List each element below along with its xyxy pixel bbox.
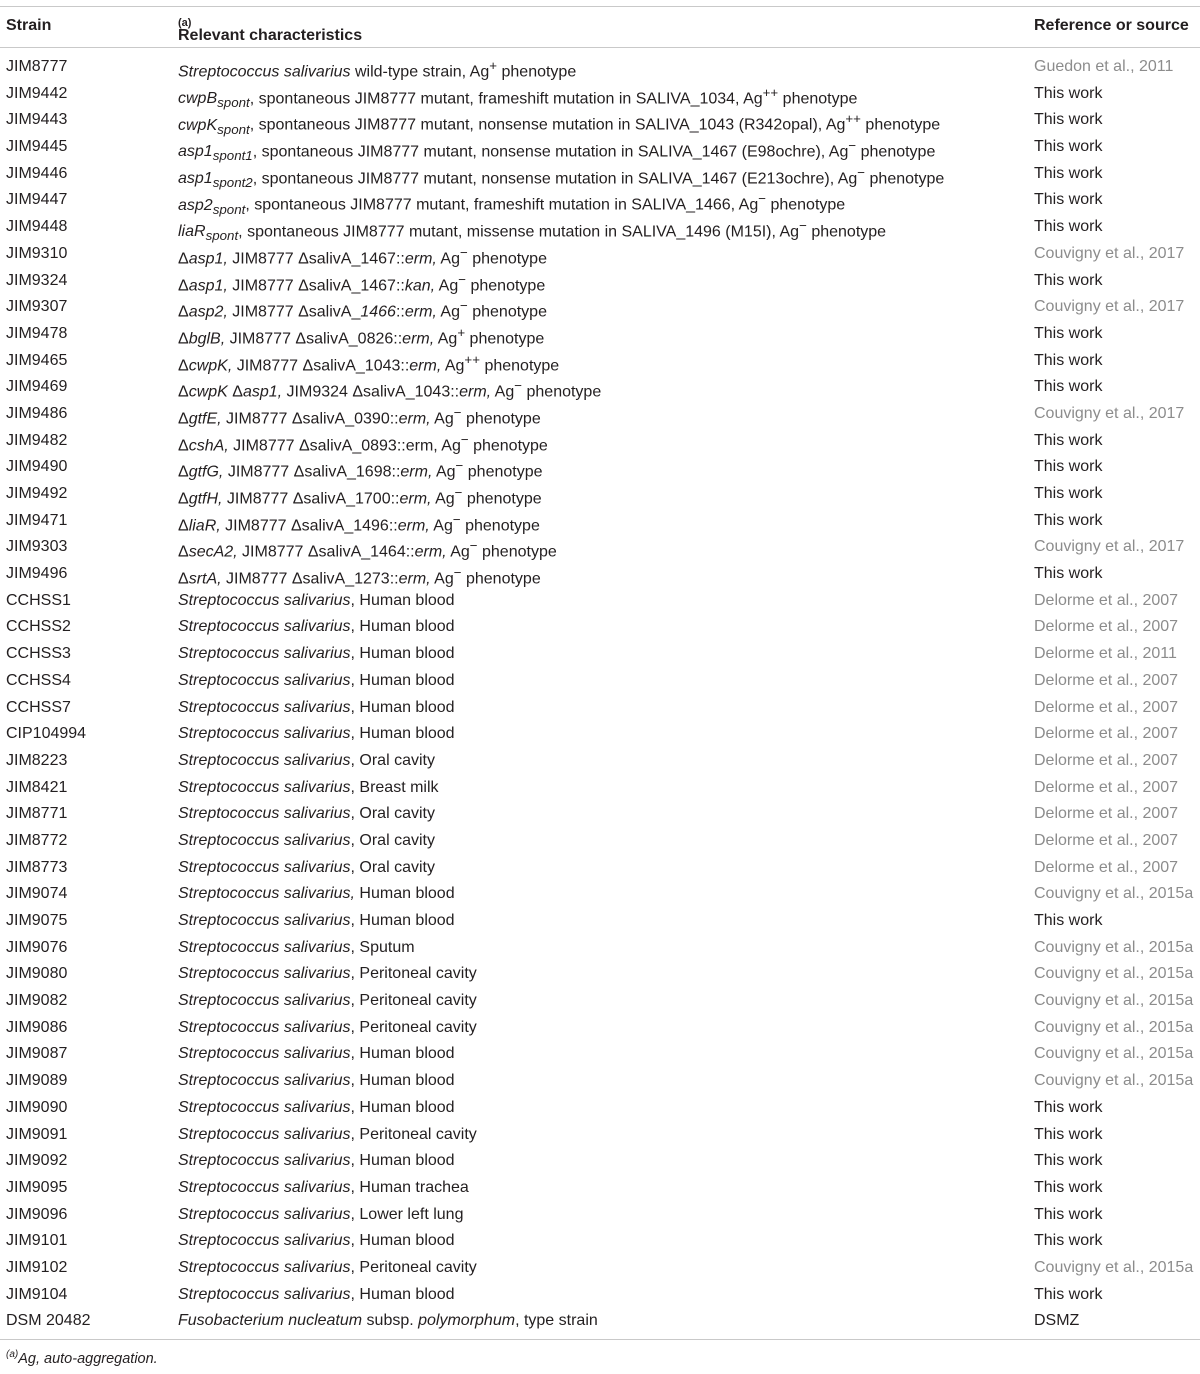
- table-row: [0, 828, 1200, 855]
- cell-strain: JIM9087: [6, 1045, 68, 1063]
- cell-reference: This work: [1034, 458, 1103, 476]
- cell-strain: CCHSS2: [6, 618, 71, 636]
- cell-strain: JIM9496: [6, 565, 68, 583]
- cell-strain: JIM9478: [6, 324, 68, 342]
- cell-strain: JIM9091: [6, 1125, 68, 1143]
- cell-reference: This work: [1034, 511, 1103, 529]
- cell-strain: JIM9486: [6, 404, 68, 422]
- cell-characteristics: Streptococcus salivarius, Breast milk: [178, 778, 439, 796]
- table-row: [0, 855, 1200, 882]
- cell-strain: CCHSS3: [6, 645, 71, 663]
- table-header: [0, 7, 1200, 48]
- table-row: [0, 1068, 1200, 1095]
- cell-strain: JIM9447: [6, 191, 68, 209]
- table-row: [0, 1228, 1200, 1255]
- table-row: [0, 641, 1200, 668]
- cell-strain: JIM8771: [6, 805, 68, 823]
- cell-strain: JIM9089: [6, 1072, 68, 1090]
- table-row: [0, 1255, 1200, 1282]
- cell-strain: JIM8772: [6, 831, 68, 849]
- cell-characteristics: cwpK$_{spont}$, spontaneous JIM8777 mutant, nonsense mutation in SALIVA_1043 (R342opal), Ag++ phenotype: [178, 111, 941, 137]
- table-row: [0, 961, 1200, 988]
- table-row: [0, 1148, 1200, 1175]
- cell-characteristics: Streptococcus salivarius, Human blood: [178, 1072, 455, 1090]
- cell-strain: JIM9090: [6, 1098, 68, 1116]
- cell-strain: JIM9096: [6, 1205, 68, 1223]
- table-row: [0, 1308, 1200, 1335]
- cell-reference: Delorme et al., 2011: [1034, 645, 1177, 663]
- cell-strain: JIM9092: [6, 1152, 68, 1170]
- cell-strain: JIM8223: [6, 751, 68, 769]
- cell-characteristics: Streptococcus salivarius, Human blood: [178, 645, 455, 663]
- cell-reference: Delorme et al., 2007: [1034, 778, 1179, 796]
- cell-characteristics: Streptococcus salivarius, Human blood: [178, 1098, 455, 1116]
- cell-characteristics: ΔgtfG, JIM8777 ΔsalivA_1698::erm, Ag− phenotype: [178, 458, 543, 481]
- cell-reference: Couvigny et al., 2015a: [1034, 1045, 1194, 1063]
- cell-characteristics: Fusobacterium nucleatum subsp. polymorphum, type strain: [178, 1312, 598, 1330]
- table-row: [0, 881, 1200, 908]
- cell-characteristics: ΔsrtA, JIM8777 ΔsalivA_1273::erm, Ag− phenotype: [178, 565, 541, 588]
- cell-strain: JIM9101: [6, 1232, 68, 1250]
- cell-reference: This work: [1034, 565, 1103, 583]
- cell-characteristics: ΔcwpK, JIM8777 ΔsalivA_1043::erm, Ag++ phenotype: [178, 351, 560, 374]
- cell-strain: JIM9442: [6, 84, 68, 102]
- table-row: [0, 241, 1200, 268]
- table-row: [0, 721, 1200, 748]
- header-characteristics: Relevant characteristics $^{(a)}$: [178, 17, 363, 44]
- cell-reference: This work: [1034, 324, 1103, 342]
- cell-characteristics: $asp2_{spont}$, spontaneous JIM8777 mutant, frameshift mutation in SALIVA_1466, Ag− phenotype: [178, 191, 846, 217]
- cell-characteristics: Streptococcus salivarius, Human blood: [178, 1285, 455, 1303]
- cell-strain: JIM9492: [6, 485, 68, 502]
- table-row: [0, 187, 1200, 217]
- table-row: [0, 454, 1200, 481]
- table-row: [0, 1015, 1200, 1042]
- cell-reference: This work: [1034, 111, 1103, 129]
- cell-characteristics: Streptococcus salivarius, Peritoneal cavity: [178, 965, 477, 983]
- cell-reference: Delorme et al., 2007: [1034, 671, 1179, 689]
- cell-characteristics: Streptococcus salivarius, Human blood: [178, 1232, 455, 1250]
- cell-reference: Delorme et al., 2007: [1034, 618, 1179, 636]
- table-row: [0, 294, 1200, 321]
- table-row: [0, 1122, 1200, 1149]
- cell-strain: JIM9471: [6, 511, 68, 529]
- header-reference: Reference or source: [1034, 17, 1189, 34]
- cell-reference: This work: [1034, 912, 1103, 929]
- cell-characteristics: liaR$_{spont}$, spontaneous JIM8777 mutant, missense mutation in SALIVA_1496 (M15I), Ag− phenotype: [178, 218, 887, 244]
- cell-strain: JIM9076: [6, 938, 68, 956]
- header-footnote-mark: (a): [178, 17, 192, 29]
- cell-strain: CCHSS1: [6, 591, 71, 609]
- cell-characteristics: Streptococcus salivarius, Human trachea: [178, 1178, 469, 1196]
- table-row: [0, 695, 1200, 722]
- cell-strain: JIM8777: [6, 58, 68, 75]
- cell-strain: JIM8421: [6, 778, 68, 796]
- cell-strain: JIM9082: [6, 992, 68, 1010]
- table-row: [0, 508, 1200, 535]
- cell-reference: This work: [1034, 378, 1103, 396]
- cell-strain: JIM9104: [6, 1285, 68, 1303]
- cell-reference: This work: [1034, 138, 1103, 156]
- cell-characteristics: Streptococcus salivarius, Oral cavity: [178, 805, 435, 823]
- cell-characteristics: ΔcwpK Δasp1, JIM9324 ΔsalivA_1043::erm, Ag− phenotype: [178, 378, 602, 401]
- cell-characteristics: $asp1_{spont2}$, spontaneous JIM8777 mutant, nonsense mutation in SALIVA_1467 (E213ochre), Ag− phenotype: [178, 164, 945, 191]
- table-row: [0, 1282, 1200, 1309]
- cell-characteristics: Streptococcus salivarius, Lower left lung: [178, 1205, 464, 1223]
- cell-strain: JIM9095: [6, 1178, 68, 1196]
- table-row: [0, 1041, 1200, 1068]
- cell-characteristics: ΔsecA2, JIM8777 ΔsalivA_1464::erm, Ag− phenotype: [178, 538, 557, 561]
- table-row: [0, 748, 1200, 775]
- cell-strain: JIM9469: [6, 378, 68, 396]
- cell-strain: JIM9310: [6, 244, 68, 262]
- cell-characteristics: Streptococcus salivarius, Human blood: [178, 885, 455, 903]
- cell-strain: JIM8773: [6, 858, 68, 876]
- cell-characteristics: Streptococcus salivarius, Human blood: [178, 698, 455, 716]
- cell-characteristics: ΔbglB, JIM8777 ΔsalivA_0826::erm, Ag+ phenotype: [178, 324, 545, 348]
- cell-characteristics: Streptococcus salivarius, Human blood: [178, 618, 455, 636]
- table-row: [0, 988, 1200, 1015]
- cell-reference: Couvigny et al., 2015a: [1034, 885, 1194, 903]
- cell-characteristics: Streptococcus salivarius, Peritoneal cavity: [178, 1258, 477, 1276]
- table-bottom-rule: [0, 1339, 1200, 1340]
- cell-characteristics: $asp1_{spont1}$, spontaneous JIM8777 mutant, nonsense mutation in SALIVA_1467 (E98ochre), Ag− phenotype: [178, 138, 936, 164]
- table-row: [0, 348, 1200, 375]
- cell-reference: Couvigny et al., 2017: [1034, 298, 1185, 316]
- cell-strain: JIM9075: [6, 912, 68, 929]
- cell-reference: Couvigny et al., 2015a: [1034, 965, 1194, 983]
- cell-characteristics: Streptococcus salivarius, Oral cavity: [178, 751, 435, 769]
- cell-reference: This work: [1034, 351, 1103, 369]
- table-row: [0, 668, 1200, 695]
- cell-strain: DSM 20482: [6, 1312, 91, 1330]
- cell-reference: This work: [1034, 1178, 1103, 1196]
- cell-strain: JIM9074: [6, 885, 68, 903]
- table-row: [0, 134, 1200, 164]
- table-row: [0, 428, 1200, 455]
- cell-reference: DSMZ: [1034, 1312, 1080, 1330]
- header-strain: Strain: [6, 17, 52, 34]
- cell-characteristics: Streptococcus salivarius, Human blood: [178, 1152, 455, 1170]
- cell-characteristics: Streptococcus salivarius, Peritoneal cavity: [178, 1018, 477, 1036]
- cell-strain: CCHSS7: [6, 698, 71, 716]
- table-row: [0, 1202, 1200, 1229]
- cell-reference: This work: [1034, 1232, 1103, 1250]
- table-body: [0, 48, 1200, 1335]
- footnote-text: Ag, auto-aggregation.: [18, 1350, 158, 1367]
- cell-characteristics: Streptococcus salivarius, Peritoneal cavity: [178, 1125, 477, 1143]
- table-row: [0, 534, 1200, 561]
- cell-characteristics: Streptococcus salivarius, Human blood: [178, 591, 455, 609]
- cell-characteristics: Streptococcus salivarius, Peritoneal cavity: [178, 992, 477, 1010]
- table-row: [0, 1175, 1200, 1202]
- cell-reference: This work: [1034, 84, 1103, 102]
- table-row: [0, 161, 1200, 191]
- cell-reference: Couvigny et al., 2015a: [1034, 992, 1194, 1010]
- cell-reference: This work: [1034, 1098, 1103, 1116]
- table-row: [0, 481, 1200, 508]
- cell-strain: JIM9445: [6, 138, 68, 156]
- table-row: [0, 801, 1200, 828]
- cell-characteristics: Δasp1, JIM8777 ΔsalivA_1467::kan, Ag− phenotype: [178, 271, 546, 294]
- cell-reference: This work: [1034, 1205, 1103, 1223]
- cell-characteristics: Streptococcus salivarius, Human blood: [178, 912, 455, 929]
- footnote-mark: (a): [6, 1349, 19, 1360]
- table-row: [0, 401, 1200, 428]
- cell-characteristics: ΔgtfE, JIM8777 ΔsalivA_0390::erm, Ag− phenotype: [178, 404, 541, 428]
- cell-reference: This work: [1034, 218, 1103, 236]
- cell-reference: Guedon et al., 2011: [1034, 58, 1174, 75]
- cell-strain: JIM9465: [6, 351, 68, 369]
- cell-characteristics: ΔcshA, JIM8777 ΔsalivA_0893::erm, Ag− phenotype: [178, 431, 548, 454]
- cell-characteristics: Streptococcus salivarius wild-type strain, Ag+ phenotype: [178, 58, 577, 81]
- cell-reference: Couvigny et al., 2017: [1034, 404, 1185, 422]
- cell-characteristics: Streptococcus salivarius, Human blood: [178, 725, 455, 743]
- cell-reference: Delorme et al., 2007: [1034, 858, 1179, 876]
- cell-reference: Couvigny et al., 2017: [1034, 244, 1185, 262]
- cell-strain: JIM9490: [6, 458, 68, 476]
- cell-reference: This work: [1034, 1152, 1103, 1170]
- cell-strain: JIM9448: [6, 218, 68, 236]
- cell-reference: Couvigny et al., 2015a: [1034, 1258, 1194, 1276]
- cell-strain: CIP104994: [6, 725, 87, 743]
- table-row: [0, 908, 1200, 935]
- table-footnote: [6, 1349, 158, 1367]
- cell-strain: JIM9086: [6, 1018, 68, 1036]
- cell-reference: Delorme et al., 2007: [1034, 725, 1179, 743]
- cell-reference: Couvigny et al., 2015a: [1034, 938, 1194, 956]
- cell-reference: This work: [1034, 1125, 1103, 1143]
- cell-characteristics: Streptococcus salivarius, Human blood: [178, 671, 455, 689]
- table-row: [0, 614, 1200, 641]
- cell-reference: Delorme et al., 2007: [1034, 751, 1179, 769]
- table-row: [0, 561, 1200, 588]
- table-row: [0, 81, 1200, 111]
- cell-strain: JIM9446: [6, 164, 68, 182]
- table-row: [0, 268, 1200, 295]
- cell-characteristics: Δasp2, JIM8777 ΔsalivA_1466::erm, Ag− phenotype: [178, 298, 547, 321]
- cell-reference: Delorme et al., 2007: [1034, 698, 1179, 716]
- cell-strain: CCHSS4: [6, 671, 71, 689]
- table-row: [0, 588, 1200, 615]
- cell-reference: Couvigny et al., 2017: [1034, 538, 1185, 556]
- table-row: [0, 775, 1200, 802]
- cell-strain: JIM9080: [6, 965, 68, 983]
- table-row: [0, 321, 1200, 348]
- cell-reference: Couvigny et al., 2015a: [1034, 1072, 1194, 1090]
- cell-reference: This work: [1034, 1285, 1103, 1303]
- cell-strain: JIM9443: [6, 111, 68, 129]
- cell-characteristics: ΔliaR, JIM8777 ΔsalivA_1496::erm, Ag− phenotype: [178, 511, 540, 535]
- cell-strain: JIM9482: [6, 431, 68, 449]
- table-row: [0, 935, 1200, 962]
- cell-characteristics: Streptococcus salivarius, Oral cavity: [178, 858, 435, 876]
- cell-reference: This work: [1034, 191, 1103, 209]
- table-row: [0, 107, 1200, 137]
- cell-strain: JIM9307: [6, 298, 68, 316]
- cell-reference: This work: [1034, 164, 1103, 182]
- cell-reference: Couvigny et al., 2015a: [1034, 1018, 1194, 1036]
- cell-characteristics: Streptococcus salivarius, Human blood: [178, 1045, 455, 1063]
- cell-reference: This work: [1034, 485, 1103, 502]
- cell-reference: Delorme et al., 2007: [1034, 831, 1179, 849]
- cell-characteristics: ΔgtfH, JIM8777 ΔsalivA_1700::erm, Ag− phenotype: [178, 485, 542, 508]
- table-row: [0, 54, 1200, 81]
- cell-strain: JIM9102: [6, 1258, 68, 1276]
- cell-reference: This work: [1034, 271, 1103, 289]
- cell-characteristics: cwpB$_{spont}$, spontaneous JIM8777 mutant, frameshift mutation in SALIVA_1034, Ag++ phenotype: [178, 84, 858, 111]
- cell-characteristics: Δasp1, JIM8777 ΔsalivA_1467::erm, Ag− phenotype: [178, 244, 547, 268]
- strain-table: [0, 6, 1200, 1340]
- cell-characteristics: Streptococcus salivarius, Oral cavity: [178, 831, 435, 849]
- table-row: [0, 214, 1200, 244]
- table-row: [0, 1095, 1200, 1122]
- cell-reference: Delorme et al., 2007: [1034, 591, 1179, 609]
- cell-strain: JIM9324: [6, 271, 68, 289]
- cell-reference: Delorme et al., 2007: [1034, 805, 1179, 823]
- cell-strain: JIM9303: [6, 538, 68, 556]
- table-row: [0, 374, 1200, 401]
- cell-reference: This work: [1034, 431, 1103, 449]
- cell-characteristics: Streptococcus salivarius, Sputum: [178, 938, 415, 956]
